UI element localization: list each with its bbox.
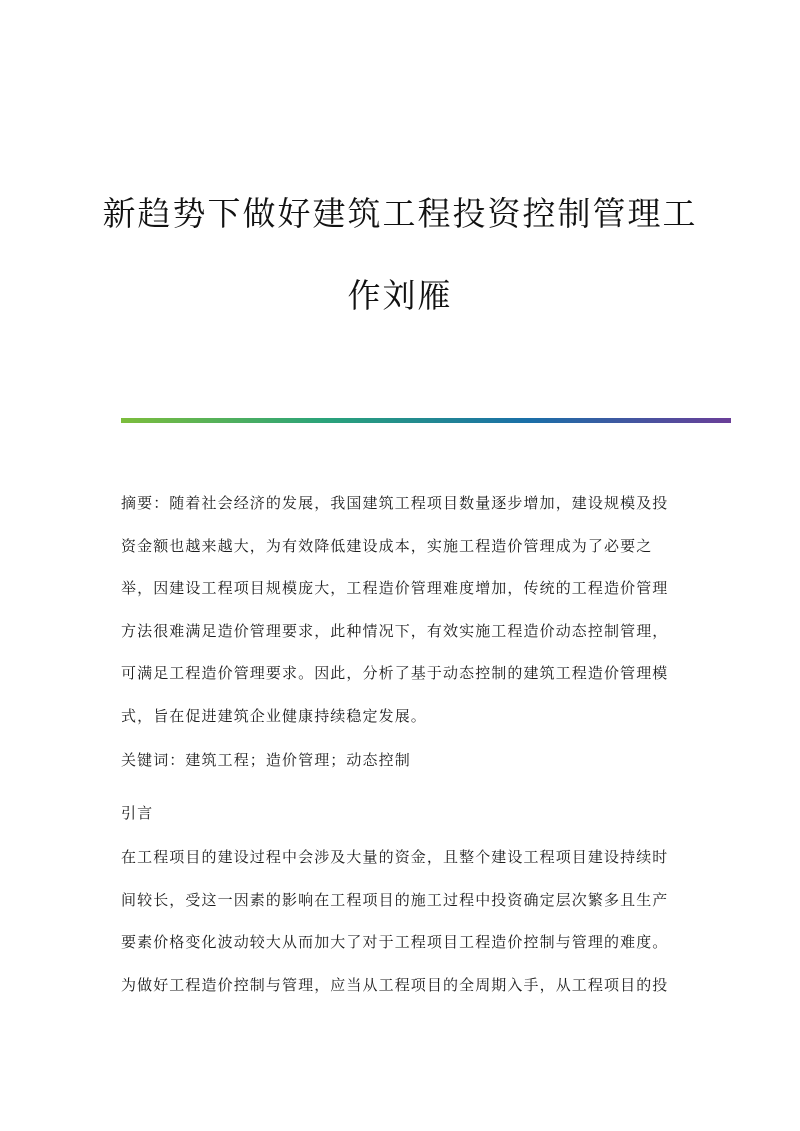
keywords-text: 关键词：建筑工程；造价管理；动态控制	[121, 751, 411, 769]
intro-heading	[121, 792, 681, 835]
intro-line: 间较长，受这一因素的影响在工程项目的施工过程中投资确定层次繁多且生产	[121, 890, 669, 909]
document-title-line-2: 作刘雁	[347, 276, 453, 315]
title-divider	[121, 418, 731, 423]
intro-heading-text: 引言	[121, 804, 154, 822]
intro-line: 为做好工程造价控制与管理，应当从工程项目的全周期入手，从工程项目的投	[121, 975, 669, 994]
abstract-line: 方法很难满足造价管理要求，此种情况下，有效实施工程造价动态控制管理，	[121, 621, 669, 640]
abstract-line: 式，旨在促进建筑企业健康持续稳定发展。	[121, 706, 427, 725]
abstract-line: 可满足工程造价管理要求。因此，分析了基于动态控制的建筑工程造价管理模	[121, 664, 669, 682]
abstract-line: 资金额也越来越大，为有效降低建设成本，实施工程造价管理成为了必要之	[121, 536, 653, 555]
keywords-line	[121, 739, 681, 782]
intro-line: 在工程项目的建设过程中会涉及大量的资金，且整个建设工程项目建设持续时	[121, 848, 669, 866]
intro-line: 要素价格变化波动较大从而加大了对于工程项目工程造价控制与管理的难度。	[121, 933, 669, 951]
abstract-line: 举，因建设工程项目规模庞大，工程造价管理难度增加，传统的工程造价管理	[121, 579, 669, 597]
abstract-paragraph	[121, 482, 681, 737]
intro-paragraph	[121, 836, 681, 1006]
abstract-line: 摘要：随着社会经济的发展，我国建筑工程项目数量逐步增加，建设规模及投	[121, 494, 669, 512]
document-title-line-1: 新趋势下做好建筑工程投资控制管理工	[102, 194, 698, 233]
